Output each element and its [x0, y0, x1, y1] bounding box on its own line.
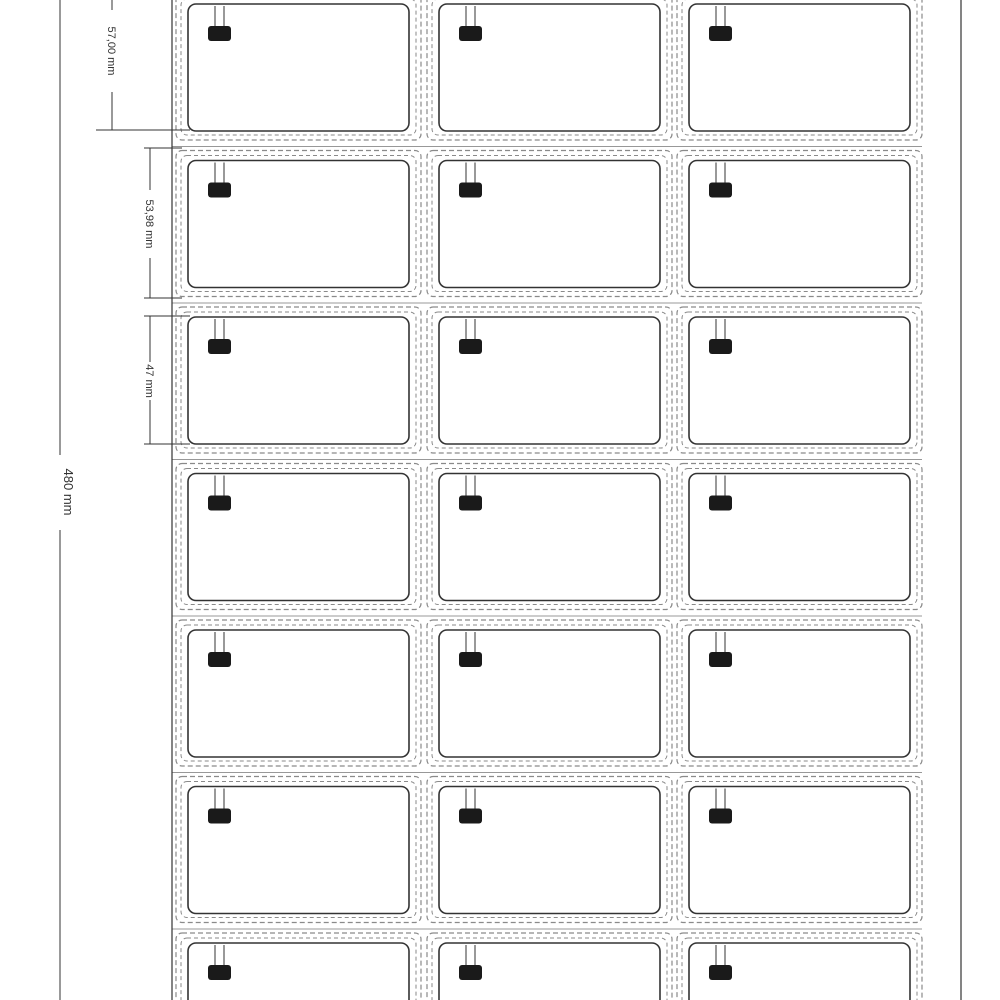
card-cell	[176, 933, 421, 1000]
card-inner-dashed-outline	[181, 156, 416, 292]
card-inlay-outline	[188, 161, 409, 288]
chip-module-icon	[208, 965, 231, 980]
chip-module-icon	[459, 496, 482, 511]
inlay-height-label: 47 mm	[143, 364, 155, 398]
card-cell	[427, 777, 672, 923]
card-cell	[677, 464, 922, 610]
card-inner-dashed-outline	[682, 312, 917, 448]
card-inlay-outline	[439, 4, 660, 131]
card-inner-dashed-outline	[181, 625, 416, 761]
chip-module-icon	[459, 809, 482, 824]
card-outer-dashed-outline	[427, 307, 672, 453]
chip-module-icon	[709, 26, 732, 41]
card-inlay-outline	[188, 4, 409, 131]
card-outer-dashed-outline	[427, 151, 672, 297]
card-outer-dashed-outline	[677, 777, 922, 923]
card-inlay-outline	[689, 630, 910, 757]
card-inlay-outline	[689, 474, 910, 601]
card-inlay-outline	[439, 161, 660, 288]
card-inlay-outline	[188, 630, 409, 757]
card-inlay-outline	[439, 474, 660, 601]
card-cell	[427, 933, 672, 1000]
card-inner-dashed-outline	[432, 156, 667, 292]
card-outer-dashed-outline	[176, 307, 421, 453]
chip-module-icon	[709, 496, 732, 511]
card-cell	[427, 307, 672, 453]
card-outer-dashed-outline	[176, 464, 421, 610]
chip-module-icon	[709, 183, 732, 198]
card-inlay-outline	[188, 474, 409, 601]
chip-module-icon	[459, 183, 482, 198]
card-outer-dashed-outline	[176, 777, 421, 923]
chip-module-icon	[208, 183, 231, 198]
card-inlay-outline	[439, 317, 660, 444]
chip-module-icon	[459, 652, 482, 667]
card-inlay-outline	[188, 787, 409, 914]
card-cell	[677, 777, 922, 923]
card-inner-dashed-outline	[181, 312, 416, 448]
card-inner-dashed-outline	[682, 469, 917, 605]
chip-module-icon	[709, 965, 732, 980]
card-inlay-outline	[188, 317, 409, 444]
chip-module-icon	[208, 652, 231, 667]
card-outer-dashed-outline	[677, 464, 922, 610]
chip-module-icon	[459, 339, 482, 354]
chip-module-icon	[459, 965, 482, 980]
card-inlay-outline	[439, 630, 660, 757]
chip-module-icon	[208, 496, 231, 511]
card-cell	[427, 620, 672, 766]
card-cell	[677, 307, 922, 453]
card-outer-dashed-outline	[176, 151, 421, 297]
card-cell	[427, 151, 672, 297]
card-cell	[427, 0, 672, 140]
card-inner-dashed-outline	[432, 312, 667, 448]
card-outer-dashed-outline	[677, 151, 922, 297]
card-outer-dashed-outline	[677, 620, 922, 766]
card-outer-dashed-outline	[427, 0, 672, 140]
card-inlay-outline	[689, 4, 910, 131]
card-cell	[677, 620, 922, 766]
card-grid	[172, 0, 922, 1000]
chip-module-icon	[208, 26, 231, 41]
card-cell	[427, 464, 672, 610]
card-height-label: 53,98 mm	[143, 199, 155, 249]
card-inner-dashed-outline	[432, 469, 667, 605]
card-cell	[677, 151, 922, 297]
card-cell	[176, 777, 421, 923]
card-cell	[176, 151, 421, 297]
card-inlay-outline	[689, 161, 910, 288]
card-outer-dashed-outline	[176, 620, 421, 766]
card-outer-dashed-outline	[427, 464, 672, 610]
card-outer-dashed-outline	[176, 0, 421, 140]
card-inner-dashed-outline	[682, 625, 917, 761]
card-outer-dashed-outline	[427, 620, 672, 766]
chip-module-icon	[459, 26, 482, 41]
card-cell	[677, 933, 922, 1000]
card-cell	[176, 464, 421, 610]
sheet-height-label: 480 mm	[61, 468, 76, 516]
card-inlay-outline	[689, 787, 910, 914]
card-inlay-outline	[689, 317, 910, 444]
card-cell	[176, 0, 421, 140]
sheet-height-dimension	[60, 0, 76, 1000]
pitch-label: 57,00 mm	[105, 26, 117, 76]
card-outer-dashed-outline	[427, 777, 672, 923]
card-inner-dashed-outline	[682, 0, 917, 135]
chip-module-icon	[709, 652, 732, 667]
card-outer-dashed-outline	[677, 0, 922, 140]
card-inner-dashed-outline	[432, 0, 667, 135]
chip-module-icon	[208, 339, 231, 354]
chip-module-icon	[208, 809, 231, 824]
card-outer-dashed-outline	[677, 307, 922, 453]
card-inner-dashed-outline	[181, 0, 416, 135]
card-cell	[677, 0, 922, 140]
card-inlay-outline	[439, 787, 660, 914]
card-cell	[176, 307, 421, 453]
chip-module-icon	[709, 339, 732, 354]
card-inner-dashed-outline	[432, 782, 667, 918]
chip-module-icon	[709, 809, 732, 824]
card-cell	[176, 620, 421, 766]
card-inner-dashed-outline	[682, 156, 917, 292]
card-inner-dashed-outline	[682, 782, 917, 918]
card-inner-dashed-outline	[181, 782, 416, 918]
card-inner-dashed-outline	[181, 469, 416, 605]
card-inner-dashed-outline	[432, 625, 667, 761]
inlay-height-dimension	[143, 316, 190, 444]
